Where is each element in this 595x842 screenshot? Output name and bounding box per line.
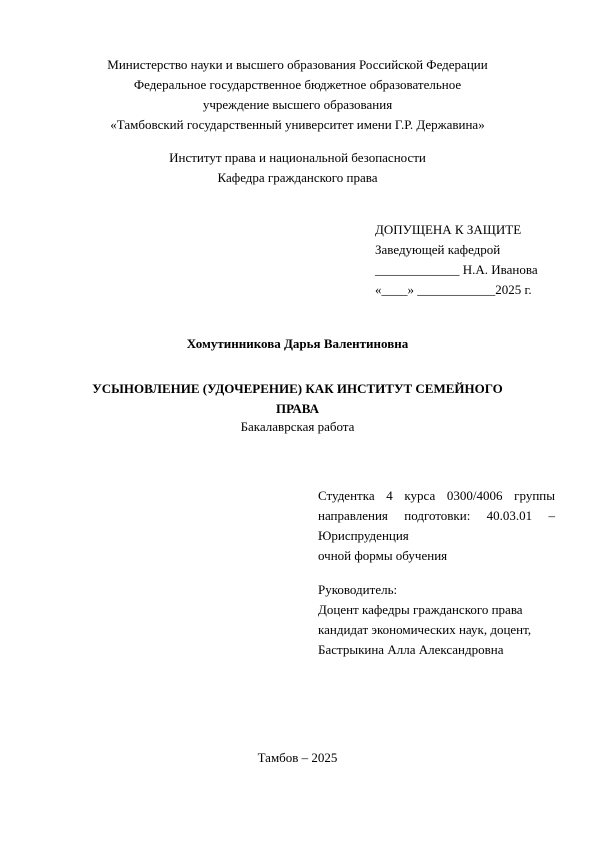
thesis-title: [0, 379, 595, 419]
supervisor-name: Бастрыкина Алла Александровна: [318, 642, 504, 657]
department-name: Кафедра гражданского права: [217, 170, 378, 185]
approval-role: Заведующей кафедрой: [375, 242, 501, 257]
student-line: Юриспруденция: [318, 528, 409, 543]
city-year: Тамбов – 2025: [257, 750, 338, 765]
thesis-title-line: УСЫНОВЛЕНИЕ (УДОЧЕРЕНИЕ) КАК ИНСТИТУТ СЕМЕЙНОГО: [92, 381, 503, 396]
student-block: [318, 486, 555, 566]
ministry-header: [0, 55, 595, 135]
header-line: Федеральное государственное бюджетное образовательное: [133, 77, 462, 92]
institute-block: [0, 148, 595, 188]
approval-title: ДОПУЩЕНА К ЗАЩИТЕ: [375, 222, 522, 237]
author-name: Хомутинникова Дарья Валентиновна: [186, 336, 409, 351]
supervisor-label: Руководитель:: [318, 582, 398, 597]
thesis-title-line: ПРАВА: [275, 401, 320, 416]
approval-signature-line: _____________ Н.А. Иванова: [375, 262, 538, 277]
supervisor-line: кандидат экономических наук, доцент,: [318, 622, 532, 637]
supervisor-block: [318, 580, 568, 660]
approval-date-line: «____» ____________2025 г.: [375, 282, 532, 297]
work-type: Бакалаврская работа: [240, 419, 355, 434]
supervisor-line: Доцент кафедры гражданского права: [318, 602, 523, 617]
student-line: направления подготовки: 40.03.01 –: [318, 508, 555, 523]
header-line: Министерство науки и высшего образования Российской Федерации: [107, 57, 488, 72]
student-line: очной формы обучения: [318, 548, 448, 563]
approval-block: [375, 220, 575, 300]
institute-name: Институт права и национальной безопасности: [169, 150, 426, 165]
header-line: «Тамбовский государственный университет имени Г.Р. Державина»: [110, 117, 485, 132]
header-line: учреждение высшего образования: [202, 97, 393, 112]
student-line: Студентка 4 курса 0300/4006 группы: [318, 488, 555, 503]
